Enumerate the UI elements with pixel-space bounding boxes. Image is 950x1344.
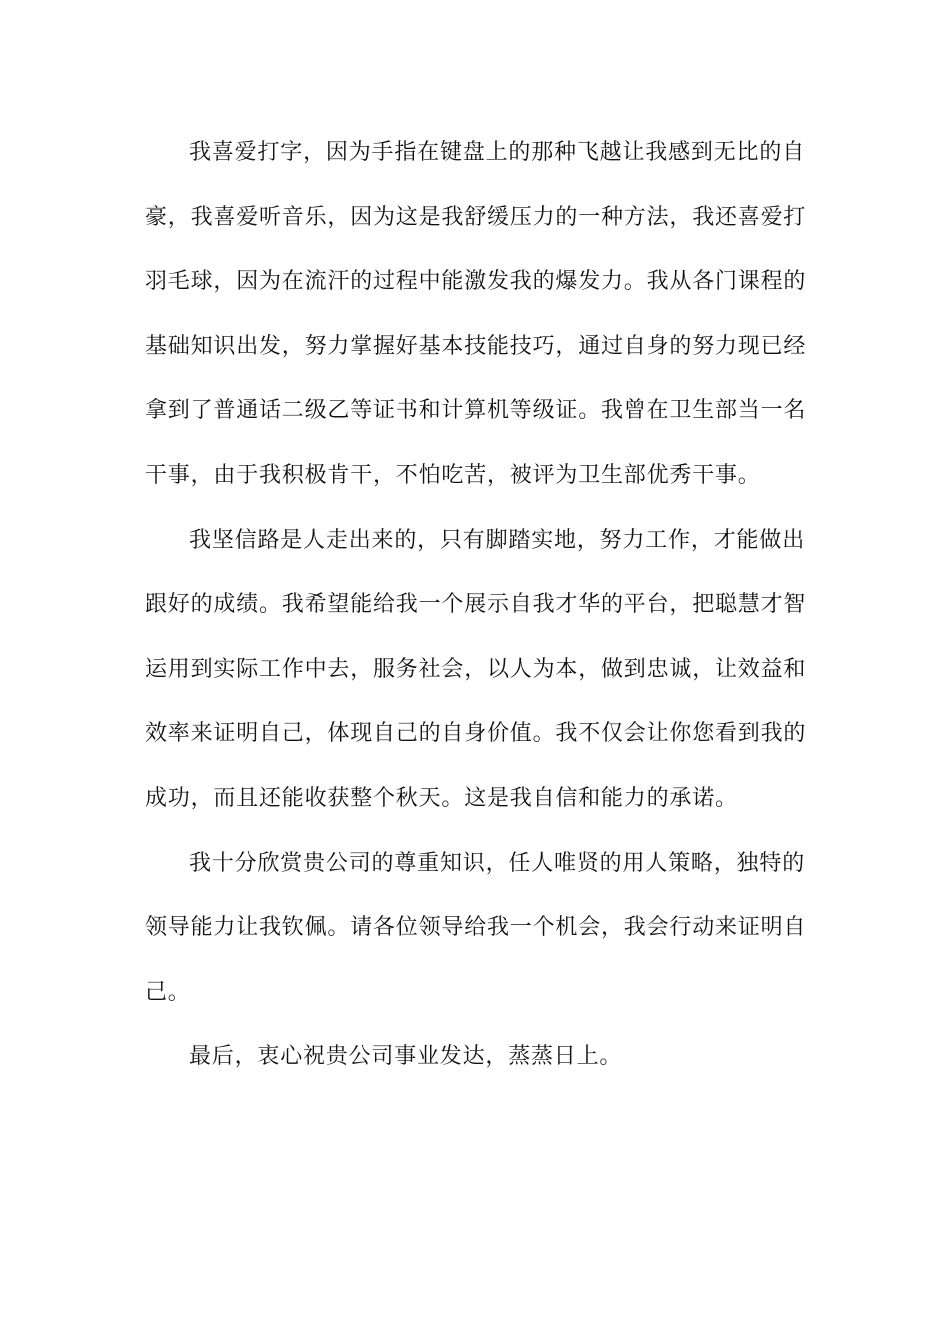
paragraph-4-line-1: 最后，衷心祝贵公司事业发达，蒸蒸日上。 — [189, 1044, 623, 1070]
paragraph-1-line-1: 我喜爱打字，因为手指在键盘上的那种飞越让我感到无比的自 — [189, 140, 805, 165]
paragraph-2-line-4: 效率来证明自己，体现自己的自身价值。我不仅会让你您看到我的 — [145, 721, 807, 747]
paragraph-2-line-3: 运用到实际工作中去，服务社会，以人为本，做到忠诚，让效益和 — [145, 656, 807, 682]
paragraph-3-line-1: 我十分欣赏贵公司的尊重知识，任人唯贤的用人策略，独特的 — [189, 850, 805, 876]
paragraph-1-line-4: 基础知识出发，努力掌握好基本技能技巧，通过自身的努力现已经 — [145, 333, 807, 359]
paragraph-1-line-3: 羽毛球，因为在流汗的过程中能激发我的爆发力。我从各门课程的 — [145, 269, 807, 295]
paragraph-1-line-2: 豪，我喜爱听音乐，因为这是我舒缓压力的一种方法，我还喜爱打 — [145, 204, 807, 230]
paragraph-1-line-5: 拿到了普通话二级乙等证书和计算机等级证。我曾在卫生部当一名 — [145, 398, 807, 424]
paragraph-2-line-5: 成功，而且还能收获整个秋天。这是我自信和能力的承诺。 — [145, 785, 738, 811]
paragraph-3-line-2: 领导能力让我钦佩。请各位领导给我一个机会，我会行动来证明自 — [145, 915, 807, 941]
document-body — [145, 126, 805, 1095]
paragraph-2-line-2: 跟好的成绩。我希望能给我一个展示自我才华的平台，把聪慧才智 — [145, 592, 807, 618]
paragraph-2-line-1: 我坚信路是人走出来的，只有脚踏实地，努力工作，才能做出 — [189, 527, 805, 553]
paragraph-1-line-6: 干事，由于我积极肯干，不怕吃苦，被评为卫生部优秀干事。 — [145, 462, 761, 488]
paragraph-3-line-3: 己。 — [145, 979, 191, 1005]
